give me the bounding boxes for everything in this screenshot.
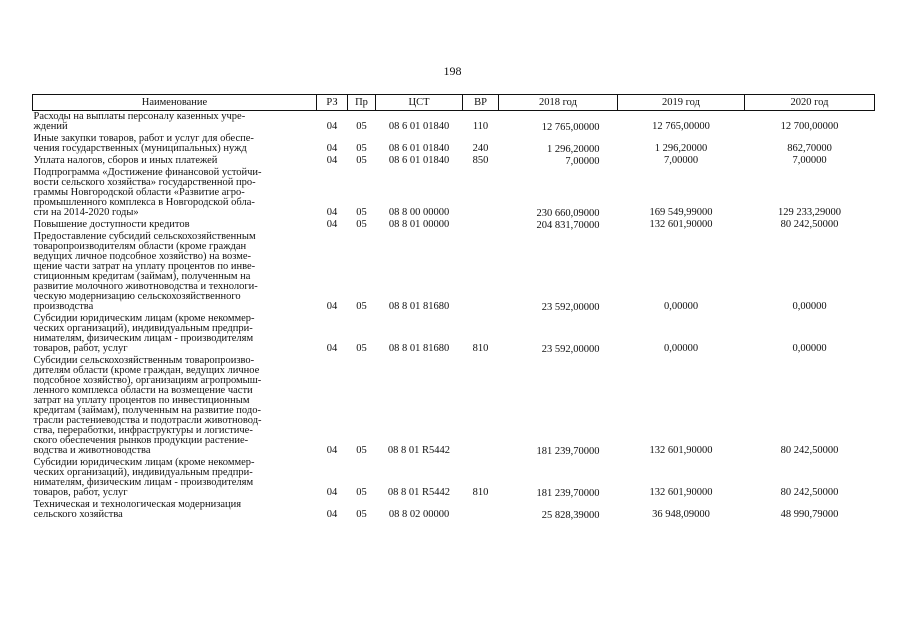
- cell-name: [33, 167, 317, 219]
- header-rz: РЗ: [317, 95, 348, 111]
- cell-2019: 36 948,09000: [652, 509, 710, 520]
- cell-pr: 05: [356, 121, 367, 132]
- cell-2020: 0,00000: [792, 301, 827, 312]
- cell-cst: 08 8 01 00000: [388, 219, 450, 230]
- cell-2018: 204 831,70000: [536, 220, 600, 231]
- cell-pr: 05: [356, 487, 367, 498]
- cell-name-line: товаров, работ, услуг: [33, 343, 128, 354]
- cell-name-line: ского обеспечения рынков продукции растение-: [33, 435, 249, 446]
- cell-name-line: граммы Новгородской области «Развитие агро-: [33, 187, 245, 198]
- cell-name-line: товаров, работ, услуг: [33, 487, 128, 498]
- cell-name-line: вости сельского хозяйства» государственной про-: [33, 177, 256, 188]
- cell-2019: 1 296,20000: [654, 143, 708, 154]
- cell-vr: [463, 355, 499, 457]
- cell-vr: 810: [472, 487, 489, 498]
- cell-name-line: дителям области (кроме граждан, ведущих личное: [33, 365, 260, 376]
- cell-name-line: подсобное хозяйство), организациям агропромыш-: [33, 375, 262, 386]
- cell-rz: 04: [326, 301, 338, 312]
- cell-pr: 05: [356, 445, 367, 456]
- cell-vr: 110: [472, 121, 489, 132]
- cell-2018: 23 592,00000: [541, 302, 600, 313]
- cell-name: [33, 133, 317, 155]
- cell-name: [33, 231, 317, 313]
- cell-name-line: водства и животноводства: [33, 445, 151, 456]
- header-2019: 2019 год: [618, 95, 745, 111]
- cell-cst: 08 8 00 00000: [388, 207, 450, 218]
- cell-pr: 05: [356, 143, 367, 154]
- cell-rz: 04: [326, 487, 338, 498]
- cell-name-line: трасли растениеводства и подотрасли животновод-: [33, 415, 262, 426]
- cell-name-line: ческих организаций), индивидуальным предпри-: [33, 323, 253, 334]
- cell-name-line: сельского хозяйства: [33, 509, 123, 520]
- cell-name-line: Повышение доступности кредитов: [33, 219, 190, 230]
- header-2020: 2020 год: [745, 95, 875, 111]
- cell-cst: 08 8 01 81680: [388, 343, 450, 354]
- cell-name-line: Уплата налогов, сборов и иных платежей: [33, 155, 218, 166]
- header-cst: ЦСТ: [376, 95, 463, 111]
- cell-vr: [463, 219, 499, 231]
- cell-cst: 08 8 01 81680: [388, 301, 450, 312]
- header-vr: ВР: [463, 95, 499, 111]
- cell-pr: 05: [356, 219, 367, 230]
- cell-2019: 132 601,90000: [649, 219, 713, 230]
- cell-rz: 04: [326, 445, 338, 456]
- cell-name-line: стиционным кредитам (займам), полученным на: [33, 271, 251, 282]
- cell-vr: 810: [472, 343, 489, 354]
- cell-pr: 05: [356, 207, 367, 218]
- cell-2020: 862,70000: [787, 143, 832, 154]
- cell-name-line: ческую модернизацию сельскохозяйственного: [33, 291, 241, 302]
- cell-vr: [463, 499, 499, 521]
- cell-name-line: чения государственных (муниципальных) нужд: [33, 143, 247, 154]
- cell-name: [33, 111, 317, 134]
- table-row: [33, 219, 875, 231]
- header-2018: 2018 год: [499, 95, 618, 111]
- cell-name: [33, 155, 317, 167]
- cell-name-line: промышленного комплекса в Новгородской обла-: [33, 197, 255, 208]
- cell-vr: [463, 231, 499, 313]
- cell-2020: 7,00000: [792, 155, 827, 166]
- cell-name-line: нимателям, физическим лицам - производителям: [33, 477, 254, 488]
- page-number: 198: [443, 64, 462, 78]
- cell-2020: 129 233,29000: [778, 207, 841, 218]
- cell-vr: 240: [472, 143, 489, 154]
- cell-rz: 04: [326, 343, 338, 354]
- cell-rz: 04: [326, 155, 338, 166]
- header-name: Наименование: [33, 95, 317, 111]
- cell-name-line: развитие молочного животноводства и технологи-: [33, 281, 258, 292]
- cell-name-line: щение части затрат на уплату процентов по инве-: [33, 261, 256, 272]
- cell-2018: 23 592,00000: [541, 344, 600, 355]
- cell-2019: 132 601,90000: [649, 487, 713, 498]
- cell-rz: 04: [326, 143, 338, 154]
- table-row: [33, 457, 875, 499]
- cell-2020: 0,00000: [792, 343, 827, 354]
- table-row: [33, 499, 875, 521]
- cell-name-line: ленного комплекса области на возмещение части: [33, 385, 253, 396]
- cell-name-line: ведущих личное подсобное хозяйство) на возме-: [33, 251, 252, 262]
- cell-cst: 08 8 02 00000: [388, 509, 450, 520]
- cell-pr: 05: [356, 509, 367, 520]
- cell-pr: 05: [356, 301, 367, 312]
- table-row: [33, 355, 875, 457]
- cell-name-line: кредитам (займам), полученным на развитие подо-: [33, 405, 261, 416]
- cell-2019: 12 765,00000: [652, 121, 710, 132]
- cell-rz: 04: [326, 207, 338, 218]
- cell-2018: 7,00000: [565, 156, 600, 167]
- cell-name-line: Техническая и технологическая модернизация: [33, 499, 242, 510]
- cell-name-line: Подпрограмма «Достижение финансовой устойчи-: [33, 167, 262, 178]
- cell-rz: 04: [326, 219, 338, 230]
- cell-name-line: Субсидии сельскохозяйственным товаропроизво-: [33, 355, 255, 366]
- cell-pr: 05: [356, 343, 367, 354]
- cell-name-line: ческих организаций), индивидуальным предпри-: [33, 467, 253, 478]
- cell-name-line: нимателям, физическим лицам - производителям: [33, 333, 254, 344]
- cell-2018: 12 765,00000: [541, 122, 600, 133]
- table-row: [33, 133, 875, 155]
- cell-cst: 08 8 01 R5442: [387, 487, 451, 498]
- cell-name-line: Предоставление субсидий сельскохозяйственным: [33, 231, 256, 242]
- cell-cst: 08 8 01 R5442: [387, 445, 451, 456]
- cell-vr: 850: [472, 155, 489, 166]
- cell-2020: 80 242,50000: [780, 487, 839, 498]
- table-row: [33, 231, 875, 313]
- cell-2019: 7,00000: [663, 155, 699, 166]
- cell-2018: 181 239,70000: [536, 446, 600, 457]
- cell-2020: 80 242,50000: [780, 219, 839, 230]
- cell-2018: 181 239,70000: [536, 488, 600, 499]
- table-header-row: [33, 95, 875, 111]
- header-pr: Пр: [348, 95, 376, 111]
- cell-name-line: ства, переработки, инфраструктуры и логистиче-: [33, 425, 253, 436]
- cell-2019: 0,00000: [663, 301, 699, 312]
- cell-2019: 132 601,90000: [649, 445, 713, 456]
- cell-name-line: Субсидии юридическим лицам (кроме некоммер-: [33, 313, 255, 324]
- cell-cst: 08 6 01 01840: [388, 143, 450, 154]
- table-row: [33, 313, 875, 355]
- cell-2018: 25 828,39000: [541, 510, 600, 521]
- table-row: [33, 111, 875, 134]
- cell-name-line: затрат на уплату процентов по инвестиционным: [33, 395, 250, 406]
- budget-table: [32, 94, 875, 521]
- cell-name: [33, 355, 317, 457]
- table-row: [33, 167, 875, 219]
- cell-name-line: ждений: [33, 121, 68, 132]
- cell-rz: 04: [326, 509, 338, 520]
- cell-name-line: Иные закупки товаров, работ и услуг для обеспе-: [33, 133, 254, 144]
- cell-name-line: Субсидии юридическим лицам (кроме некоммер-: [33, 457, 255, 468]
- cell-name-line: сти на 2014-2020 годы»: [33, 207, 139, 218]
- cell-cst: 08 6 01 01840: [388, 155, 450, 166]
- cell-2020: 12 700,00000: [780, 121, 839, 132]
- cell-2018: 230 660,09000: [536, 208, 600, 219]
- cell-2018: 1 296,20000: [547, 144, 600, 155]
- cell-vr: [463, 167, 499, 219]
- cell-name-line: Расходы на выплаты персоналу казенных учре-: [33, 111, 246, 122]
- cell-name: [33, 457, 317, 499]
- cell-cst: 08 6 01 01840: [388, 121, 450, 132]
- cell-name: [33, 499, 317, 521]
- cell-rz: 04: [326, 121, 338, 132]
- cell-name: [33, 313, 317, 355]
- cell-2019: 0,00000: [663, 343, 699, 354]
- cell-name-line: производства: [33, 301, 94, 312]
- cell-2019: 169 549,99000: [649, 207, 713, 218]
- cell-pr: 05: [356, 155, 367, 166]
- cell-2020: 80 242,50000: [780, 445, 839, 456]
- cell-name-line: товаропроизводителям области (кроме граждан: [33, 241, 247, 252]
- table-row: [33, 155, 875, 167]
- cell-name: [33, 219, 317, 231]
- cell-2020: 48 990,79000: [780, 509, 839, 520]
